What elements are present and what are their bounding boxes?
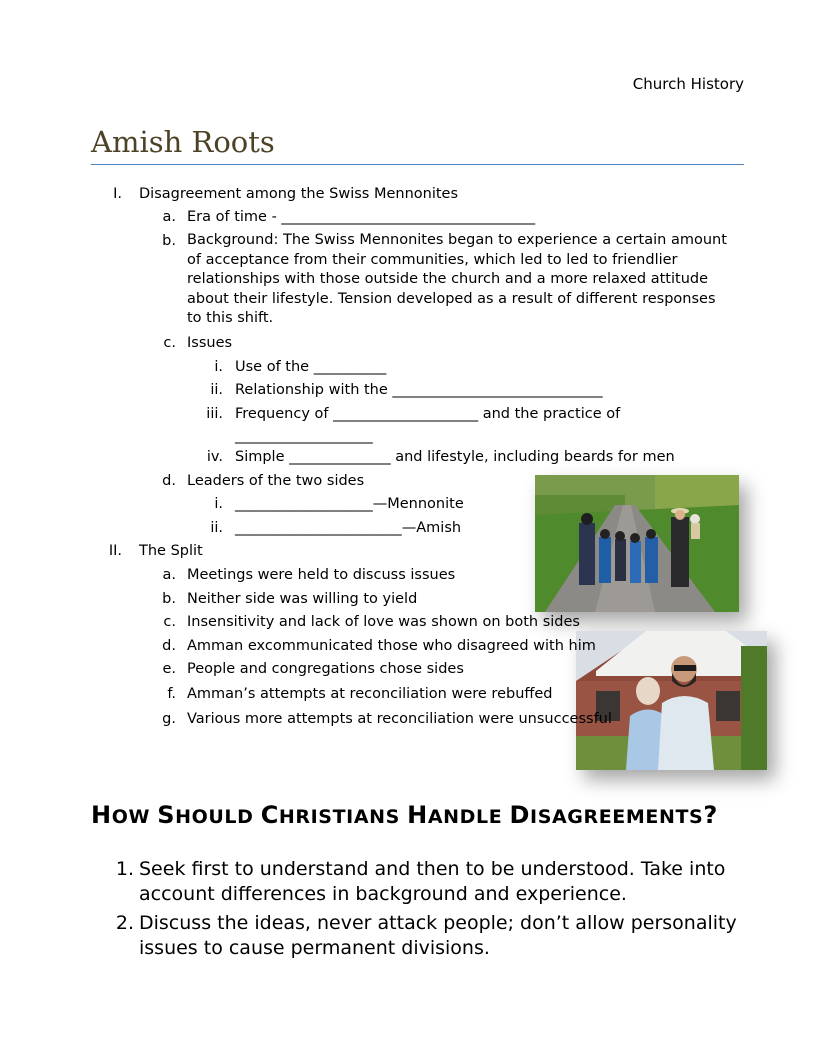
outline-marker: I. <box>113 186 122 202</box>
outline-marker: a. <box>162 209 176 225</box>
outline-marker: c. <box>163 614 176 630</box>
outline-marker: b. <box>162 591 176 607</box>
outline-marker: c. <box>163 335 176 351</box>
outline-item-2e <box>0 659 817 679</box>
outline-text: _______________________—Amish <box>235 520 462 536</box>
outline-item-2f <box>0 684 817 704</box>
outline-marker: d. <box>162 638 176 654</box>
outline-marker: b. <box>162 233 176 249</box>
outline-marker: II. <box>108 543 122 559</box>
outline-text: Relationship with the _____________________________ <box>235 382 603 398</box>
advice-item-1 <box>0 857 817 907</box>
paragraph-line: of acceptance from their communities, which led to led to friendlier <box>187 251 678 268</box>
outline-item-1c-ii <box>0 380 817 400</box>
outline-text: Simple ______________ and lifestyle, including beards for men <box>235 449 675 465</box>
advice-item-2 <box>0 911 817 961</box>
outline-text: Insensitivity and lack of love was shown on both sides <box>187 614 580 630</box>
outline-text: Amman’s attempts at reconciliation were rebuffed <box>187 686 553 702</box>
outline-item-1c-iii <box>0 404 817 424</box>
outline-text: Leaders of the two sides <box>187 473 365 489</box>
outline-text: Disagreement among the Swiss Mennonites <box>139 186 459 202</box>
outline-marker: iii. <box>206 406 223 422</box>
outline-marker: iv. <box>206 449 223 465</box>
section-heading: HOW SHOULD CHRISTIANS HANDLE DISAGREEMENTS? <box>91 801 718 829</box>
paragraph-line: about their lifestyle. Tension developed as a result of different responses <box>187 290 716 307</box>
outline-text: Various more attempts at reconciliation were unsuccessful <box>187 711 612 727</box>
title-underline <box>91 164 744 165</box>
outline-text: Frequency of ____________________ and the practice of <box>235 406 621 422</box>
outline-item-1c-i <box>0 357 817 377</box>
header-course: Church History <box>632 75 744 93</box>
outline-text: The Split <box>139 543 203 559</box>
outline-text: Era of time - ___________________________________ <box>187 209 536 225</box>
list-marker: 2. <box>115 912 134 934</box>
outline-item-2b <box>0 589 817 609</box>
list-marker: 1. <box>115 858 134 880</box>
outline-item-2g <box>0 709 817 729</box>
outline-text: Use of the __________ <box>235 359 387 375</box>
paragraph-line: relationships with those outside the church and a more relaxed attitude <box>187 271 709 288</box>
outline-item-2c <box>0 612 817 632</box>
outline-item-1c <box>0 333 817 353</box>
background-paragraph <box>187 231 747 329</box>
outline-marker: g. <box>162 711 176 727</box>
outline-text: Issues <box>187 335 233 351</box>
outline-marker: ii. <box>210 520 223 536</box>
outline-text: ___________________ <box>235 428 373 444</box>
outline-text: ___________________—Mennonite <box>235 496 464 512</box>
outline-text: People and congregations chose sides <box>187 661 464 677</box>
outline-item-1d <box>0 471 530 491</box>
paragraph-line: Background: The Swiss Mennonites began to experience a certain amount <box>187 232 727 248</box>
outline-marker: e. <box>162 661 176 677</box>
list-text: Seek first to understand and then to be understood. Take into account differences in background and experience. <box>139 858 726 905</box>
outline-item-1d-i <box>0 494 530 514</box>
outline-item-2 <box>0 541 530 561</box>
outline-text: Neither side was willing to yield <box>187 591 418 607</box>
paragraph-line: to this shift. <box>187 310 274 327</box>
outline-marker: ii. <box>210 382 223 398</box>
list-text: Discuss the ideas, never attack people; don’t allow personality issues to cause permanent divisions. <box>139 912 737 959</box>
outline-marker: a. <box>162 567 176 583</box>
outline-item-2d <box>0 636 817 656</box>
page-title: Amish Roots <box>91 125 275 159</box>
outline-item-2a <box>0 565 817 585</box>
outline-item-1c-iii-cont <box>0 426 817 446</box>
outline-marker: i. <box>214 359 223 375</box>
outline-text: Amman excommunicated those who disagreed with him <box>187 638 596 654</box>
outline-item-1c-iv <box>0 447 817 467</box>
outline-item-1 <box>0 184 817 204</box>
outline-text: Meetings were held to discuss issues <box>187 567 456 583</box>
outline-marker: i. <box>214 496 223 512</box>
outline-item-1d-ii <box>0 518 530 538</box>
outline-marker: f. <box>167 686 176 702</box>
outline-item-1a <box>0 207 817 227</box>
outline-marker: d. <box>162 473 176 489</box>
